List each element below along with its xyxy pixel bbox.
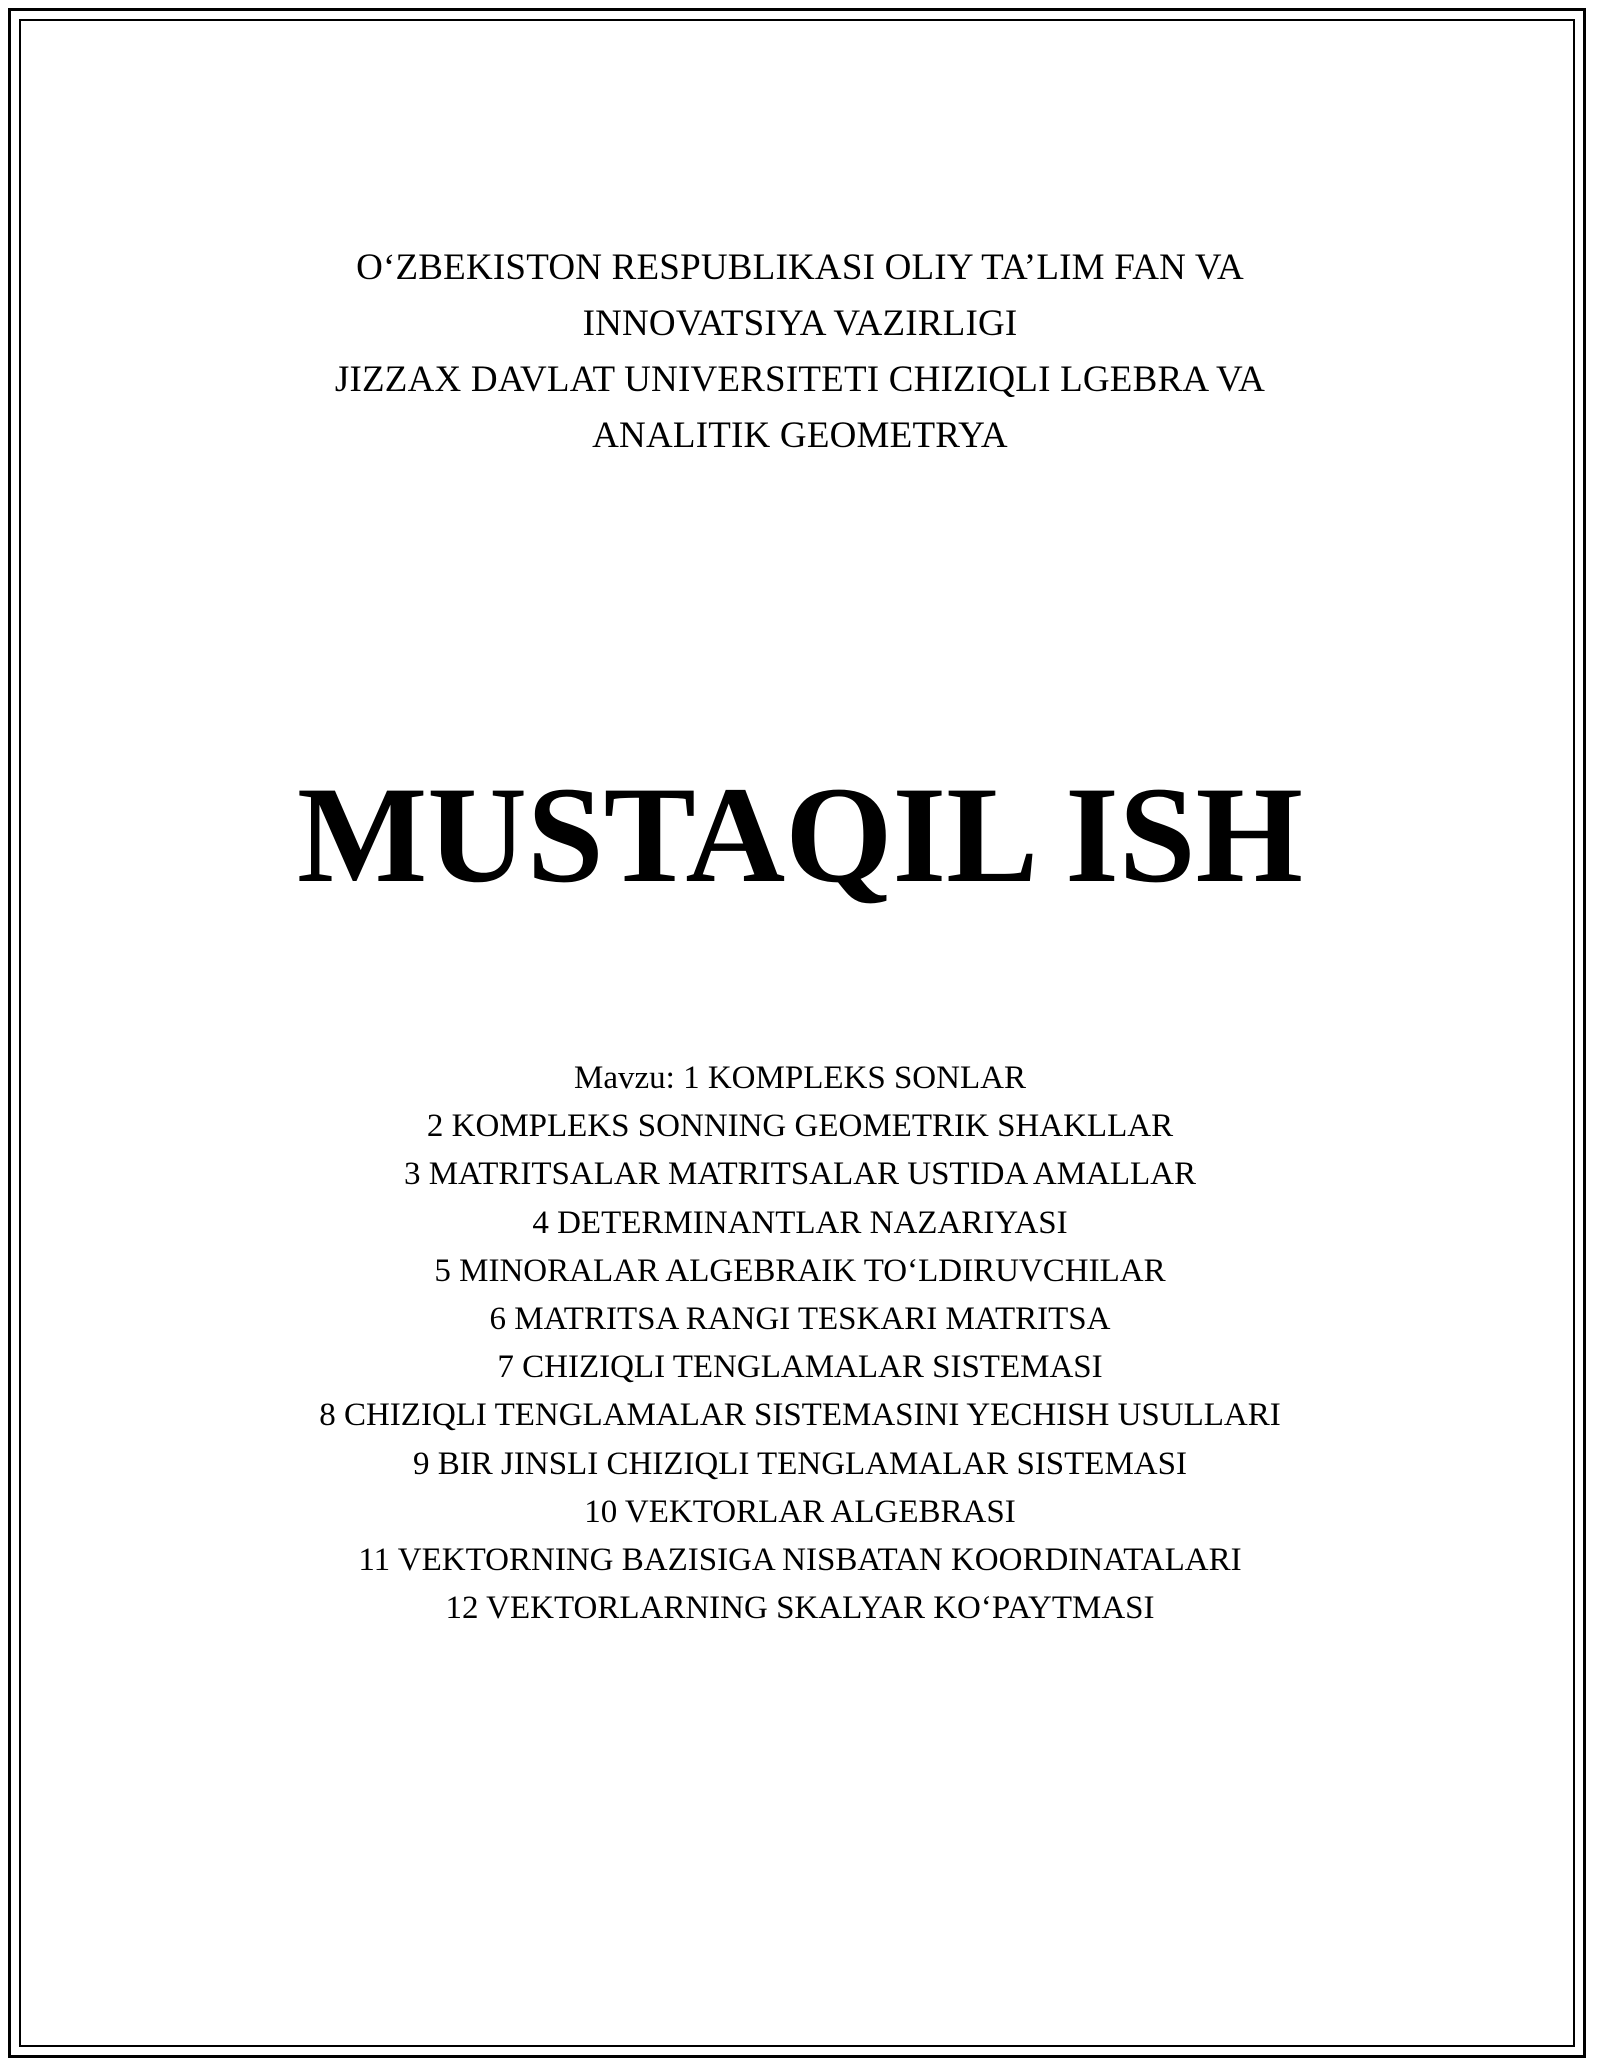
topic-item: 3 MATRITSALAR MATRITSALAR USTIDA AMALLAR bbox=[403, 1156, 1197, 1193]
topic-item: 11 VEKTORNING BAZISIGA NISBATAN KOORDINATALARI bbox=[358, 1542, 1242, 1579]
header-line: INNOVATSIYA VAZIRLIGI bbox=[582, 303, 1018, 344]
topics-list bbox=[0, 1054, 1600, 1632]
topic-item: 10 VEKTORLAR ALGEBRASI bbox=[584, 1493, 1016, 1530]
topic-item: 7 CHIZIQLI TENGLAMALAR SISTEMASI bbox=[497, 1349, 1103, 1386]
topic-item: 5 MINORALAR ALGEBRAIK TO‘LDIRUVCHILAR bbox=[434, 1252, 1166, 1289]
topic-item: 8 CHIZIQLI TENGLAMALAR SISTEMASINI YECHISH USULLARI bbox=[319, 1397, 1281, 1434]
topic-item: 4 DETERMINANTLAR NAZARIYASI bbox=[532, 1204, 1068, 1241]
institution-header bbox=[0, 240, 1600, 464]
header-line: JIZZAX DAVLAT UNIVERSITETI CHIZIQLI LGEBRA VA bbox=[334, 359, 1266, 400]
topic-item: Mavzu: 1 KOMPLEKS SONLAR bbox=[574, 1060, 1026, 1096]
topic-item: 6 MATRITSA RANGI TESKARI MATRITSA bbox=[489, 1301, 1111, 1338]
topic-item: 9 BIR JINSLI CHIZIQLI TENGLAMALAR SISTEMASI bbox=[413, 1445, 1187, 1482]
topic-item: 12 VEKTORLARNING SKALYAR KO‘PAYTMASI bbox=[445, 1590, 1155, 1627]
header-line: ANALITIK GEOMETRYA bbox=[592, 415, 1008, 456]
topic-item: 2 KOMPLEKS SONNING GEOMETRIK SHAKLLAR bbox=[426, 1108, 1174, 1145]
document-title: MUSTAQIL ISH bbox=[297, 758, 1303, 911]
header-line: O‘ZBEKISTON RESPUBLIKASI OLIY TA’LIM FAN VA bbox=[356, 247, 1244, 288]
